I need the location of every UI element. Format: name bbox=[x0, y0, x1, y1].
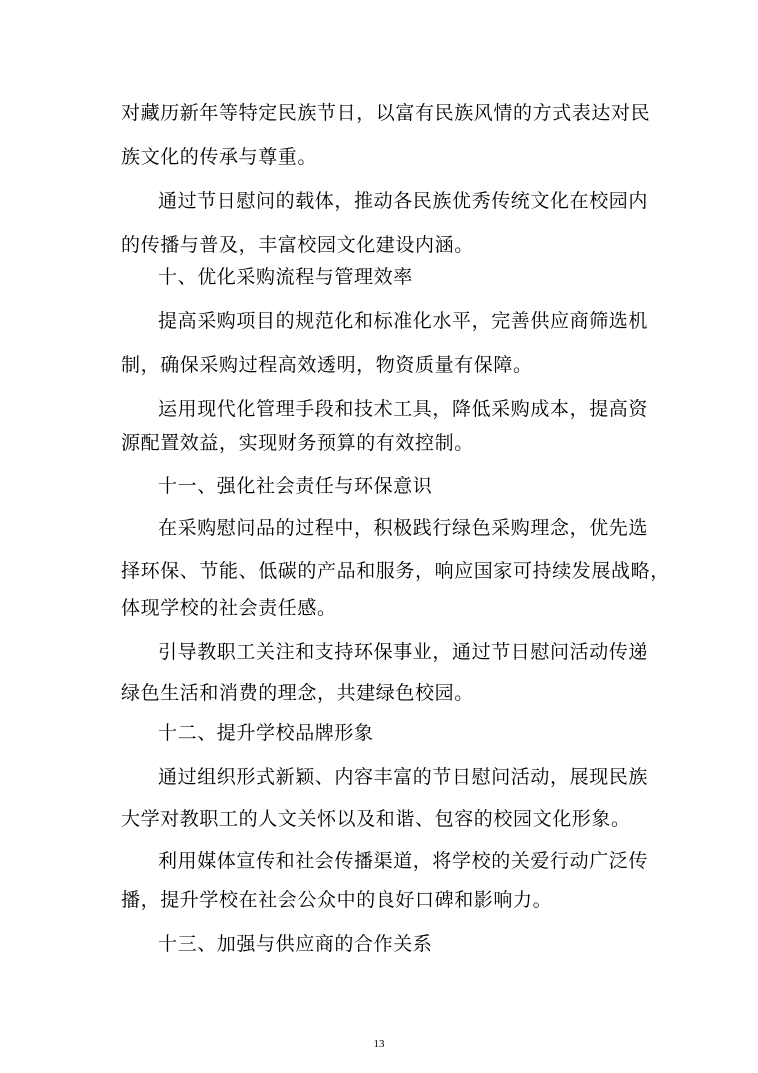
body-text-line: 体现学校的社会责任感。 bbox=[121, 597, 337, 619]
section-heading: 十三、加强与供应商的合作关系 bbox=[158, 933, 433, 955]
section-heading: 十一、强化社会责任与环保意识 bbox=[158, 475, 433, 497]
paragraph-first-line: 通过组织形式新颖、内容丰富的节日慰问活动，展现民族 bbox=[158, 766, 649, 788]
body-text-line: 播，提升学校在社会公众中的良好口碑和影响力。 bbox=[121, 889, 553, 911]
paragraph-first-line: 利用媒体宣传和社会传播渠道，将学校的关爱行动广泛传 bbox=[158, 850, 649, 872]
body-text-line: 制，确保采购过程高效透明，物资质量有保障。 bbox=[121, 354, 533, 376]
paragraph-first-line: 引导教职工关注和支持环保事业，通过节日慰问活动传递 bbox=[158, 641, 649, 663]
section-heading: 十、优化采购流程与管理效率 bbox=[158, 266, 413, 288]
body-text-line: 源配置效益，实现财务预算的有效控制。 bbox=[121, 432, 474, 454]
body-text-line: 的传播与普及，丰富校园文化建设内涵。 bbox=[121, 234, 474, 256]
page-number: 13 bbox=[373, 1038, 385, 1050]
paragraph-first-line: 在采购慰问品的过程中，积极践行绿色采购理念，优先选 bbox=[158, 517, 649, 539]
section-heading: 十二、提升学校品牌形象 bbox=[158, 722, 374, 744]
body-text-line: 大学对教职工的人文关怀以及和谐、包容的校园文化形象。 bbox=[121, 808, 631, 830]
body-text-line: 择环保、节能、低碳的产品和服务，响应国家可持续发展战略， bbox=[121, 560, 670, 582]
paragraph-first-line: 提高采购项目的规范化和标准化水平，完善供应商筛选机 bbox=[158, 310, 649, 332]
paragraph-first-line: 通过节日慰问的载体，推动各民族优秀传统文化在校园内 bbox=[158, 190, 649, 212]
body-text-line: 族文化的传承与尊重。 bbox=[121, 146, 318, 168]
body-text-line: 绿色生活和消费的理念，共建绿色校园。 bbox=[121, 682, 474, 704]
paragraph-first-line: 运用现代化管理手段和技术工具，降低采购成本，提高资 bbox=[158, 398, 649, 420]
body-text-line: 对藏历新年等特定民族节日，以富有民族风情的方式表达对民 bbox=[121, 102, 651, 124]
